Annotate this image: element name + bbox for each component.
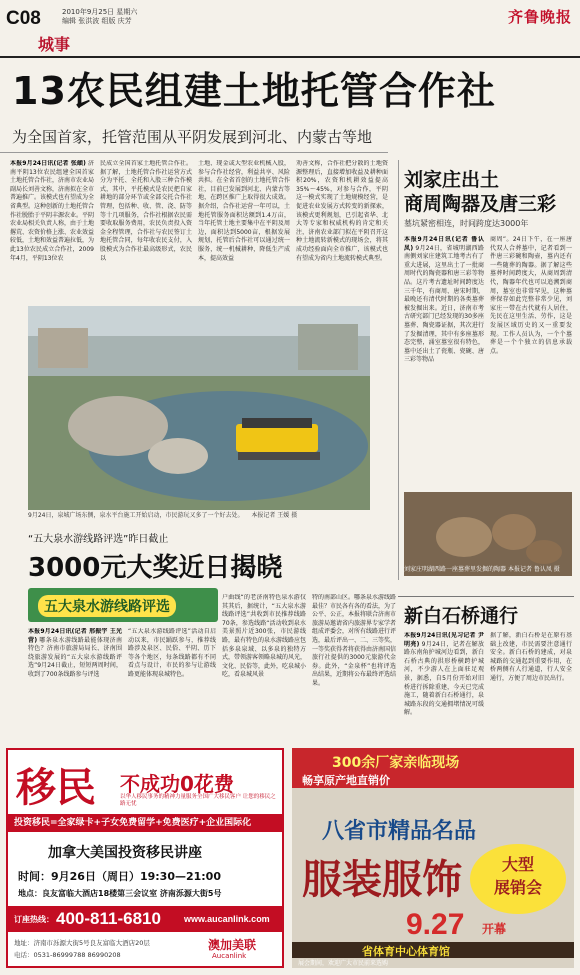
section-title: 城事 xyxy=(38,35,71,54)
spring-col-4: 特的南部山区。哪条泉水游线路最佳？市民各有各的看法，为了公平、公正，本报将联合济南市旅游局邀请省内旅游界专家学者组成评委会，对所有线路进行评选，最后评出一、二、三等奖，一等奖获得者将获得由济南国信旅行社提供的3000元旅游代金券。此外，“金泉杯”也将评选出结果，近期将公布最终评选结果。 xyxy=(312,594,396,687)
lead-photo xyxy=(28,306,370,510)
ad-benefit-bar: 投资移民=全家绿卡+子女免费留学+免费医疗+企业国际化 xyxy=(8,814,282,832)
spring-headline: 3000元大奖近日揭晓 xyxy=(28,553,283,583)
spring-kicker: “五大泉水游线路评选”昨日截止 xyxy=(28,534,169,545)
expo-sub-banner: 畅享原产地直销价 xyxy=(302,774,390,787)
ad-website[interactable]: www.aucanlink.com xyxy=(184,914,270,924)
liuzhuang-col-1 xyxy=(404,236,484,486)
expo-banner: 300余厂家亲临现场 xyxy=(332,755,460,771)
ad-place-label: 地点： xyxy=(18,889,42,898)
ad-address: 地址：济南市泺源大街5号良友富临大酒店20层 xyxy=(14,939,150,947)
bridge-col-text-1: 9月24日，记者在解放路东南角护城河边看到，新白石桥古典的拱形桥横跨护城河，不少游人在上面驻足观景，据悉，自5月份开始对旧桥进行拆除重建，今天已完成施工，随着新白石桥通行，泉城路东段的交通拥堵情况可缓解。 xyxy=(404,640,484,717)
liuzhuang-subhead: 墓坑紧密相连，时间跨度达3000年 xyxy=(404,219,529,228)
liuzhuang-col-2: 商周”。24日下午，在一座唐代双人合葬墓中，记者看到一件唐三彩碗和陶壶，墓内还有一些随葬的陶器。据了解这些墓葬时间跨度大，从商周到清代，陶器年代也可以追溯到商周，墓室也非常罕见，这种墓葬保存如此完整非常少见，刘家庄一带在古代就有人居住，先民在这里生活、劳作，这是发展区域历史的又一重要发现。工作人员认为，一个个墓葬是一个个独立的信息承载点。 xyxy=(490,236,572,355)
expo-top-line: 八省市精品名品 xyxy=(322,819,477,844)
liuzhuang-caption-text: 刘家庄明湖西路一座墓葬里发掘的陶器 xyxy=(404,566,507,573)
liuzhuang-headline-2: 商周陶器及唐三彩 xyxy=(404,193,557,215)
lead-byline: 本报9月24日讯(记者 张頔) xyxy=(10,160,86,167)
expo-badge xyxy=(470,844,566,914)
expo-main-title: 服装服饰 xyxy=(302,856,462,903)
liuzhuang-photo xyxy=(404,492,572,576)
bridge-byline: 本报9月24日讯(见习记者 尹明亮) xyxy=(404,632,484,648)
expo-badge-1: 大型 xyxy=(501,855,534,874)
bridge-headline: 新白石桥通行 xyxy=(404,605,519,627)
lead-caption-text: 9月24日，泉城广场东侧，泉水平台施工开始启动，市民游玩又多了一个好去处。 xyxy=(28,512,244,519)
expo-venue: 省体育中心体育馆 xyxy=(362,945,450,958)
spring-byline: 本报9月24日讯(记者 邢振宇 王光营) xyxy=(28,628,122,644)
ad-hotline-label: 订座热线： xyxy=(14,915,54,924)
ad-time-row xyxy=(18,868,221,884)
ad-title-big: 移民 xyxy=(16,764,96,811)
spring-col-text-1: 哪条泉水游线路最能体现济南特色？济南市旅游局局长、济南围绕旅游发展的“五大泉水游线路评选”9月24日截止，短短两周时间，收到了700条线路参与评选 xyxy=(28,636,122,678)
liuzhuang-headline-1: 刘家庄出土 xyxy=(404,169,500,191)
ad-seminar-title: 加拿大美国投资移民讲座 xyxy=(48,845,202,861)
page-number: C08 xyxy=(6,8,41,29)
lead-headline: 13农民组建土地托管合作社 xyxy=(12,69,496,113)
expo-badge-2: 展销会 xyxy=(493,878,542,897)
bridge-col-1 xyxy=(404,632,484,740)
expo-date-suffix: 开幕 xyxy=(482,922,507,936)
liuzhuang-byline: 本报9月24日讯(记者 鲁认凤) xyxy=(404,236,484,252)
fountain-park-image xyxy=(28,306,370,510)
spring-logo-text: 五大泉水游线路评选 xyxy=(38,595,176,617)
bridge-rule xyxy=(398,596,574,597)
spring-col-3: 户曲线“的老济南特色泉水游仅其其后，据统计，“五大泉水游线路评选”共收到市民推荐线路70条，参选线路“活动收到泉水美景照片近300张，市民游线路，最有特色的泉水游线路应包括多泉泉域、以多泉的独特方式，带领游客领略泉城的风光，文化、民俗等，此外，吃泉城小吃，看泉城风景 xyxy=(222,594,306,679)
ad-hotline-number: 400-811-6810 xyxy=(56,909,161,928)
editor-text: 编辑 张洪波 组版 庆芳 xyxy=(62,17,132,25)
ad-time-label: 时间： xyxy=(18,870,51,883)
spring-col-2: “五大泉水游线路评选”活动自启动以来，市民踊跃参与，推荐线路涉及泉区、民俗、平阴、历下等各个地区，每条线路都有不同看点与设计，市民的参与让游线路更能体现泉城特色。 xyxy=(128,628,216,678)
spring-col-1 xyxy=(28,628,122,738)
lead-col-text-1: 济南平阴13位农民组建全国首家土地托管合作社，济南市农业局副局长刘善文称，济南拟在全市普遍推广。该模式也有望成为全省典型。这种创新的土地托管合作社脱胎于平阴丰源农业。平阴农业局相关负责人称，由于土地撂荒、农资价格上涨、农业效益较低，土地和效益普遍拉低，为此13位农民成立合作社，2009年4月，平阴13位农 xyxy=(10,160,94,262)
lead-col-3: 土地、现金或大型农业机械入股，参与合作社经营，利益共享、风险共担。在全省首创的土地托管合作社，目前已发展到河北、内蒙古等地，在跨区推广上取得很大成效。据介绍，合作社运营一年可以，土地托管服务面积达额到1.4万亩，当年托管土地主要集中在平阴及周边，面积达到5000亩，根据发展规划，托管后合作社可以通过统一服务，统一机械耕种，降低生产成本，提高效益 xyxy=(198,160,290,262)
liuzhuang-col-text-1: 9月24日，省城明湖西路南侧刘家庄建筑工地考古有了重大进展，这里出土了一批商周时代的陶瓷器和唐三彩等物品。这片考古遗址时间跨度达三千年，有商周、唐宋时期，最晚还有清代时期的各类墓葬被发掘出来。近日，济南市考古研究部门已经发现的30多座墓葬、陶瓷器证据，其次进行了发掘清理，其中有多座墓形态完整，涌室墓室很有特色，墓中还出土了瓷瓶、瓷碗、唐三彩等物品 xyxy=(404,244,484,364)
lead-col-2: 民成立全国首家土地托管合作社。据了解，土地托管合作社运营方式分为平托、全托和入股三种合作模式，其中，平托模式是农民把自家耕地的部分环节或全部交托合作社管理，包括种、收、管、浇、防等等十几项服务，合作社根据农民需要收取服务费用，农民负责投入资金全程管理，合作社与农民签订土地托管合同，每年收农民支付，入股模式为合作社最高级形式，农民以 xyxy=(100,160,192,262)
ad-title-sub: 不成功0花费 xyxy=(120,772,234,796)
ad-small-line: 以华人移民事务的精神力量服务全国广大移民客户 让您的移民之路无忧 xyxy=(120,794,276,807)
spring-logo xyxy=(28,588,218,622)
liuzhuang-caption-credit: 本报记者 鲁认凤 摄 xyxy=(507,566,560,573)
clothing-expo-ad[interactable] xyxy=(292,748,574,968)
lead-caption-credit: 本报记者 王媛 摄 xyxy=(251,512,298,519)
header-rule xyxy=(0,56,580,58)
expo-venue-band xyxy=(292,942,574,958)
immigration-ad[interactable] xyxy=(6,748,284,968)
lead-rule xyxy=(0,152,388,153)
lead-photo-caption xyxy=(28,512,370,520)
ad-place-value: 良友富临大酒店18楼第三会议室 济南泺源大街5号 xyxy=(42,889,222,898)
ad-place-row xyxy=(18,888,221,899)
ad-time-value: 9月26日（周日）19:30—21:00 xyxy=(51,870,221,883)
date-line xyxy=(62,8,137,26)
ad-phone: 电话：0531-86999788 86990208 xyxy=(14,951,121,959)
right-divider xyxy=(398,160,399,580)
liuzhuang-photo-caption xyxy=(404,566,572,574)
date-text: 2010年9月25日 星期六 xyxy=(62,8,138,16)
expo-date: 9.27 xyxy=(406,908,465,941)
ad-company: 澳加美联 xyxy=(208,938,257,952)
lead-col-1 xyxy=(10,160,94,302)
expo-bottom-note: 展会期间，欢迎广大市民前来选购 xyxy=(298,960,389,967)
ad-hotline-bar[interactable] xyxy=(8,906,282,932)
bridge-col-2: 据了解，新白石桥是在原有基础上改建，市民需要注意通行安全。新白石桥的建成，对泉城路的交通起到重要作用，在桥两侧有人行通道，行人安全通行，方便了周边市民出行。 xyxy=(490,632,572,682)
newspaper-brand: 齐鲁晚报 xyxy=(507,8,572,26)
lead-subhead: 为全国首家，托管范围从平阴发展到河北、内蒙古等地 xyxy=(12,128,373,146)
lead-col-4: 劝善文称，合作社把分散的土地资源整理后，直接增加收益及耕种面积20%，农资和机耕效益提高35%～45%，对参与合作，平阴这一模式实现了土地规模经营，是促进农业发展方式转变的新探索，该模式更利规划，已引起省华、北大等专家和权威机构的肯定和关注，济南农业部门拟在平阴召开这种土地流转新模式的现场会，将其成功经验面向全市推广，该模式也有望成为省内土地流转模式典型。 xyxy=(296,160,388,262)
ad-company-en: Aucanlink xyxy=(212,952,247,960)
pottery-excavation-image xyxy=(404,492,572,576)
